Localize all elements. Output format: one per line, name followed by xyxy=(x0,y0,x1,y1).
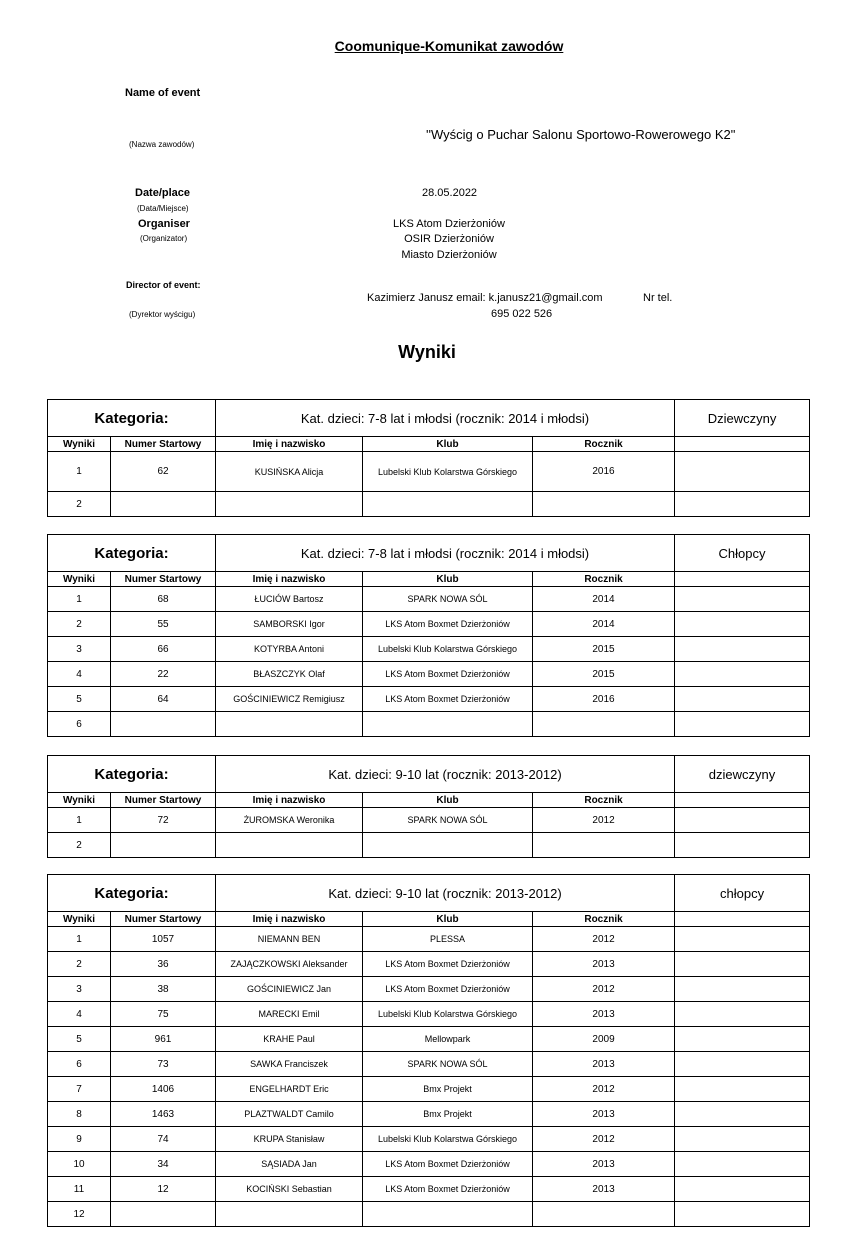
cell-name: SĄSIADA Jan xyxy=(216,1152,363,1177)
cell-empty xyxy=(675,1027,810,1052)
cell-empty xyxy=(675,1202,810,1227)
cell-empty xyxy=(675,587,810,612)
cell-name: ŻUROMSKA Weronika xyxy=(216,808,363,833)
cell-year: 2012 xyxy=(533,977,675,1002)
table-row xyxy=(48,1027,810,1052)
category-description: Kat. dzieci: 9-10 lat (rocznik: 2013-2012) xyxy=(216,875,675,912)
cell-number: 62 xyxy=(111,452,216,492)
cell-club xyxy=(363,833,533,858)
column-header-name: Imię i nazwisko xyxy=(216,572,363,587)
cell-place: 6 xyxy=(48,1052,111,1077)
category-label: Kategoria: xyxy=(48,400,216,437)
cell-empty xyxy=(675,808,810,833)
category-table xyxy=(47,874,810,1227)
cell-empty xyxy=(675,1052,810,1077)
cell-club: Bmx Projekt xyxy=(363,1077,533,1102)
cell-number xyxy=(111,1202,216,1227)
cell-club xyxy=(363,1202,533,1227)
cell-place: 5 xyxy=(48,1027,111,1052)
cell-club: LKS Atom Boxmet Dzierżoniów xyxy=(363,1152,533,1177)
cell-number: 1463 xyxy=(111,1102,216,1127)
cell-year: 2014 xyxy=(533,612,675,637)
cell-place: 10 xyxy=(48,1152,111,1177)
category-header-row xyxy=(48,875,810,912)
table-row xyxy=(48,662,810,687)
column-header-empty xyxy=(675,572,810,587)
cell-empty xyxy=(675,637,810,662)
cell-year: 2013 xyxy=(533,1052,675,1077)
cell-number: 74 xyxy=(111,1127,216,1152)
table-row xyxy=(48,927,810,952)
cell-year: 2012 xyxy=(533,808,675,833)
column-header-club: Klub xyxy=(363,793,533,808)
category-gender: Dziewczyny xyxy=(675,400,810,437)
table-row xyxy=(48,977,810,1002)
cell-year: 2012 xyxy=(533,927,675,952)
column-header-name: Imię i nazwisko xyxy=(216,793,363,808)
column-header-name: Imię i nazwisko xyxy=(216,912,363,927)
column-header-row xyxy=(48,572,810,587)
cell-name: MARECKI Emil xyxy=(216,1002,363,1027)
cell-club: Bmx Projekt xyxy=(363,1102,533,1127)
category-table xyxy=(47,399,810,517)
cell-year: 2009 xyxy=(533,1027,675,1052)
cell-year: 2016 xyxy=(533,687,675,712)
table-row xyxy=(48,492,810,517)
cell-place: 11 xyxy=(48,1177,111,1202)
cell-place: 8 xyxy=(48,1102,111,1127)
cell-club: Lubelski Klub Kolarstwa Górskiego xyxy=(363,1002,533,1027)
table-row xyxy=(48,637,810,662)
cell-place: 1 xyxy=(48,927,111,952)
cell-place: 4 xyxy=(48,662,111,687)
column-header-number: Numer Startowy xyxy=(111,912,216,927)
table-row xyxy=(48,687,810,712)
cell-place: 3 xyxy=(48,977,111,1002)
cell-empty xyxy=(675,712,810,737)
date-sublabel: (Data/Miejsce) xyxy=(137,204,189,213)
cell-club: LKS Atom Boxmet Dzierżoniów xyxy=(363,687,533,712)
date-label: Date/place xyxy=(135,187,191,199)
cell-name: ZAJĄCZKOWSKI Aleksander xyxy=(216,952,363,977)
cell-empty xyxy=(675,952,810,977)
cell-place: 4 xyxy=(48,1002,111,1027)
organiser-value-1: LKS Atom Dzierżoniów xyxy=(393,218,505,230)
column-header-number: Numer Startowy xyxy=(111,437,216,452)
cell-empty xyxy=(675,1002,810,1027)
cell-number: 72 xyxy=(111,808,216,833)
cell-number: 73 xyxy=(111,1052,216,1077)
cell-year: 2013 xyxy=(533,1102,675,1127)
cell-name: KRUPA Stanisław xyxy=(216,1127,363,1152)
category-label: Kategoria: xyxy=(48,875,216,912)
table-row xyxy=(48,1202,810,1227)
organiser-label: Organiser xyxy=(138,218,190,230)
cell-empty xyxy=(675,1152,810,1177)
category-gender: chłopcy xyxy=(675,875,810,912)
cell-club xyxy=(363,712,533,737)
column-header-year: Rocznik xyxy=(533,572,675,587)
cell-place: 7 xyxy=(48,1077,111,1102)
cell-year xyxy=(533,712,675,737)
cell-club xyxy=(363,492,533,517)
table-row xyxy=(48,612,810,637)
cell-number: 22 xyxy=(111,662,216,687)
category-label: Kategoria: xyxy=(48,535,216,572)
cell-name: GOŚCINIEWICZ Remigiusz xyxy=(216,687,363,712)
cell-year xyxy=(533,492,675,517)
cell-club: PLESSA xyxy=(363,927,533,952)
category-gender: Chłopcy xyxy=(675,535,810,572)
cell-empty xyxy=(675,662,810,687)
category-table xyxy=(47,755,810,858)
cell-number: 68 xyxy=(111,587,216,612)
cell-empty xyxy=(675,687,810,712)
cell-number: 1406 xyxy=(111,1077,216,1102)
cell-number: 75 xyxy=(111,1002,216,1027)
event-name-sublabel: (Nazwa zawodów) xyxy=(129,140,195,149)
cell-number: 1057 xyxy=(111,927,216,952)
cell-year: 2013 xyxy=(533,1177,675,1202)
cell-club: SPARK NOWA SÓL xyxy=(363,587,533,612)
cell-year: 2012 xyxy=(533,1127,675,1152)
cell-number: 66 xyxy=(111,637,216,662)
table-row xyxy=(48,587,810,612)
cell-empty xyxy=(675,1127,810,1152)
column-header-club: Klub xyxy=(363,912,533,927)
category-description: Kat. dzieci: 9-10 lat (rocznik: 2013-2012) xyxy=(216,756,675,793)
cell-name: KRAHE Paul xyxy=(216,1027,363,1052)
cell-year: 2013 xyxy=(533,1152,675,1177)
cell-number: 55 xyxy=(111,612,216,637)
organiser-value-3: Miasto Dzierżoniów xyxy=(401,249,497,261)
cell-place: 12 xyxy=(48,1202,111,1227)
cell-empty xyxy=(675,1077,810,1102)
cell-club: Lubelski Klub Kolarstwa Górskiego xyxy=(363,1127,533,1152)
column-header-place: Wyniki xyxy=(48,437,111,452)
cell-club: Lubelski Klub Kolarstwa Górskiego xyxy=(363,452,533,492)
category-description: Kat. dzieci: 7-8 lat i młodsi (rocznik: 2014 i młodsi) xyxy=(216,400,675,437)
cell-place: 1 xyxy=(48,452,111,492)
cell-club: SPARK NOWA SÓL xyxy=(363,808,533,833)
cell-name: ENGELHARDT Eric xyxy=(216,1077,363,1102)
cell-empty xyxy=(675,833,810,858)
document-title: Coomunique-Komunikat zawodów xyxy=(334,38,564,54)
cell-year: 2012 xyxy=(533,1077,675,1102)
cell-number: 38 xyxy=(111,977,216,1002)
cell-number xyxy=(111,712,216,737)
phone-value: 695 022 526 xyxy=(491,308,553,320)
table-row xyxy=(48,808,810,833)
table-row xyxy=(48,833,810,858)
column-header-empty xyxy=(675,912,810,927)
cell-name xyxy=(216,712,363,737)
column-header-place: Wyniki xyxy=(48,912,111,927)
cell-empty xyxy=(675,977,810,1002)
organiser-sublabel: (Organizator) xyxy=(140,234,188,243)
cell-number: 36 xyxy=(111,952,216,977)
cell-year: 2015 xyxy=(533,637,675,662)
cell-number: 64 xyxy=(111,687,216,712)
column-header-row xyxy=(48,912,810,927)
category-label: Kategoria: xyxy=(48,756,216,793)
category-header-row xyxy=(48,535,810,572)
cell-place: 2 xyxy=(48,612,111,637)
cell-place: 2 xyxy=(48,833,111,858)
cell-name: KOCIŃSKI Sebastian xyxy=(216,1177,363,1202)
column-header-year: Rocznik xyxy=(533,912,675,927)
cell-empty xyxy=(675,612,810,637)
cell-year: 2013 xyxy=(533,1002,675,1027)
results-heading: Wyniki xyxy=(398,342,456,362)
cell-name xyxy=(216,492,363,517)
column-header-year: Rocznik xyxy=(533,793,675,808)
cell-name: KOTYRBA Antoni xyxy=(216,637,363,662)
cell-year: 2015 xyxy=(533,662,675,687)
table-row xyxy=(48,1052,810,1077)
column-header-place: Wyniki xyxy=(48,572,111,587)
column-header-club: Klub xyxy=(363,572,533,587)
organiser-value-2: OSIR Dzierżoniów xyxy=(404,233,494,245)
cell-club: LKS Atom Boxmet Dzierżoniów xyxy=(363,977,533,1002)
table-row xyxy=(48,452,810,492)
category-header-row xyxy=(48,756,810,793)
cell-club: LKS Atom Boxmet Dzierżoniów xyxy=(363,662,533,687)
column-header-row xyxy=(48,437,810,452)
cell-club: Lubelski Klub Kolarstwa Górskiego xyxy=(363,637,533,662)
cell-year xyxy=(533,833,675,858)
cell-place: 1 xyxy=(48,587,111,612)
cell-place: 1 xyxy=(48,808,111,833)
cell-number xyxy=(111,833,216,858)
column-header-name: Imię i nazwisko xyxy=(216,437,363,452)
column-header-empty xyxy=(675,437,810,452)
cell-name: GOŚCINIEWICZ Jan xyxy=(216,977,363,1002)
cell-club: LKS Atom Boxmet Dzierżoniów xyxy=(363,612,533,637)
column-header-number: Numer Startowy xyxy=(111,793,216,808)
table-row xyxy=(48,1077,810,1102)
cell-year: 2016 xyxy=(533,452,675,492)
cell-empty xyxy=(675,452,810,492)
table-row xyxy=(48,952,810,977)
director-value: Kazimierz Janusz email: k.janusz21@gmail.com xyxy=(367,292,603,304)
cell-year: 2013 xyxy=(533,952,675,977)
event-name-label: Name of event xyxy=(125,87,201,99)
cell-club: Mellowpark xyxy=(363,1027,533,1052)
cell-name: KUSIŃSKA Alicja xyxy=(216,452,363,492)
cell-club: LKS Atom Boxmet Dzierżoniów xyxy=(363,1177,533,1202)
phone-label: Nr tel. xyxy=(643,292,673,304)
cell-empty xyxy=(675,1177,810,1202)
category-gender: dziewczyny xyxy=(675,756,810,793)
cell-empty xyxy=(675,927,810,952)
cell-place: 2 xyxy=(48,492,111,517)
column-header-number: Numer Startowy xyxy=(111,572,216,587)
cell-number: 12 xyxy=(111,1177,216,1202)
category-table xyxy=(47,534,810,737)
cell-number: 34 xyxy=(111,1152,216,1177)
cell-place: 6 xyxy=(48,712,111,737)
cell-name: BŁASZCZYK Olaf xyxy=(216,662,363,687)
column-header-club: Klub xyxy=(363,437,533,452)
cell-name xyxy=(216,833,363,858)
table-row xyxy=(48,1152,810,1177)
category-header-row xyxy=(48,400,810,437)
director-sublabel: (Dyrektor wyścigu) xyxy=(129,310,196,319)
cell-year: 2014 xyxy=(533,587,675,612)
column-header-empty xyxy=(675,793,810,808)
cell-number xyxy=(111,492,216,517)
table-row xyxy=(48,712,810,737)
cell-year xyxy=(533,1202,675,1227)
cell-name: SAMBORSKI Igor xyxy=(216,612,363,637)
cell-number: 961 xyxy=(111,1027,216,1052)
cell-place: 9 xyxy=(48,1127,111,1152)
column-header-year: Rocznik xyxy=(533,437,675,452)
cell-name: SAWKA Franciszek xyxy=(216,1052,363,1077)
cell-name: NIEMANN BEN xyxy=(216,927,363,952)
cell-name xyxy=(216,1202,363,1227)
table-row xyxy=(48,1102,810,1127)
cell-club: SPARK NOWA SÓL xyxy=(363,1052,533,1077)
table-row xyxy=(48,1127,810,1152)
table-row xyxy=(48,1002,810,1027)
date-value: 28.05.2022 xyxy=(422,187,478,199)
cell-name: PLAZTWALDT Camilo xyxy=(216,1102,363,1127)
event-name-value: ''Wyścig o Puchar Salonu Sportowo-Rowerowego K2" xyxy=(426,127,736,142)
cell-empty xyxy=(675,492,810,517)
table-row xyxy=(48,1177,810,1202)
cell-place: 5 xyxy=(48,687,111,712)
category-description: Kat. dzieci: 7-8 lat i młodsi (rocznik: 2014 i młodsi) xyxy=(216,535,675,572)
cell-empty xyxy=(675,1102,810,1127)
column-header-row xyxy=(48,793,810,808)
cell-place: 2 xyxy=(48,952,111,977)
column-header-place: Wyniki xyxy=(48,793,111,808)
cell-club: LKS Atom Boxmet Dzierżoniów xyxy=(363,952,533,977)
cell-name: ŁUCIÓW Bartosz xyxy=(216,587,363,612)
cell-place: 3 xyxy=(48,637,111,662)
director-label: Director of event: xyxy=(126,280,201,290)
